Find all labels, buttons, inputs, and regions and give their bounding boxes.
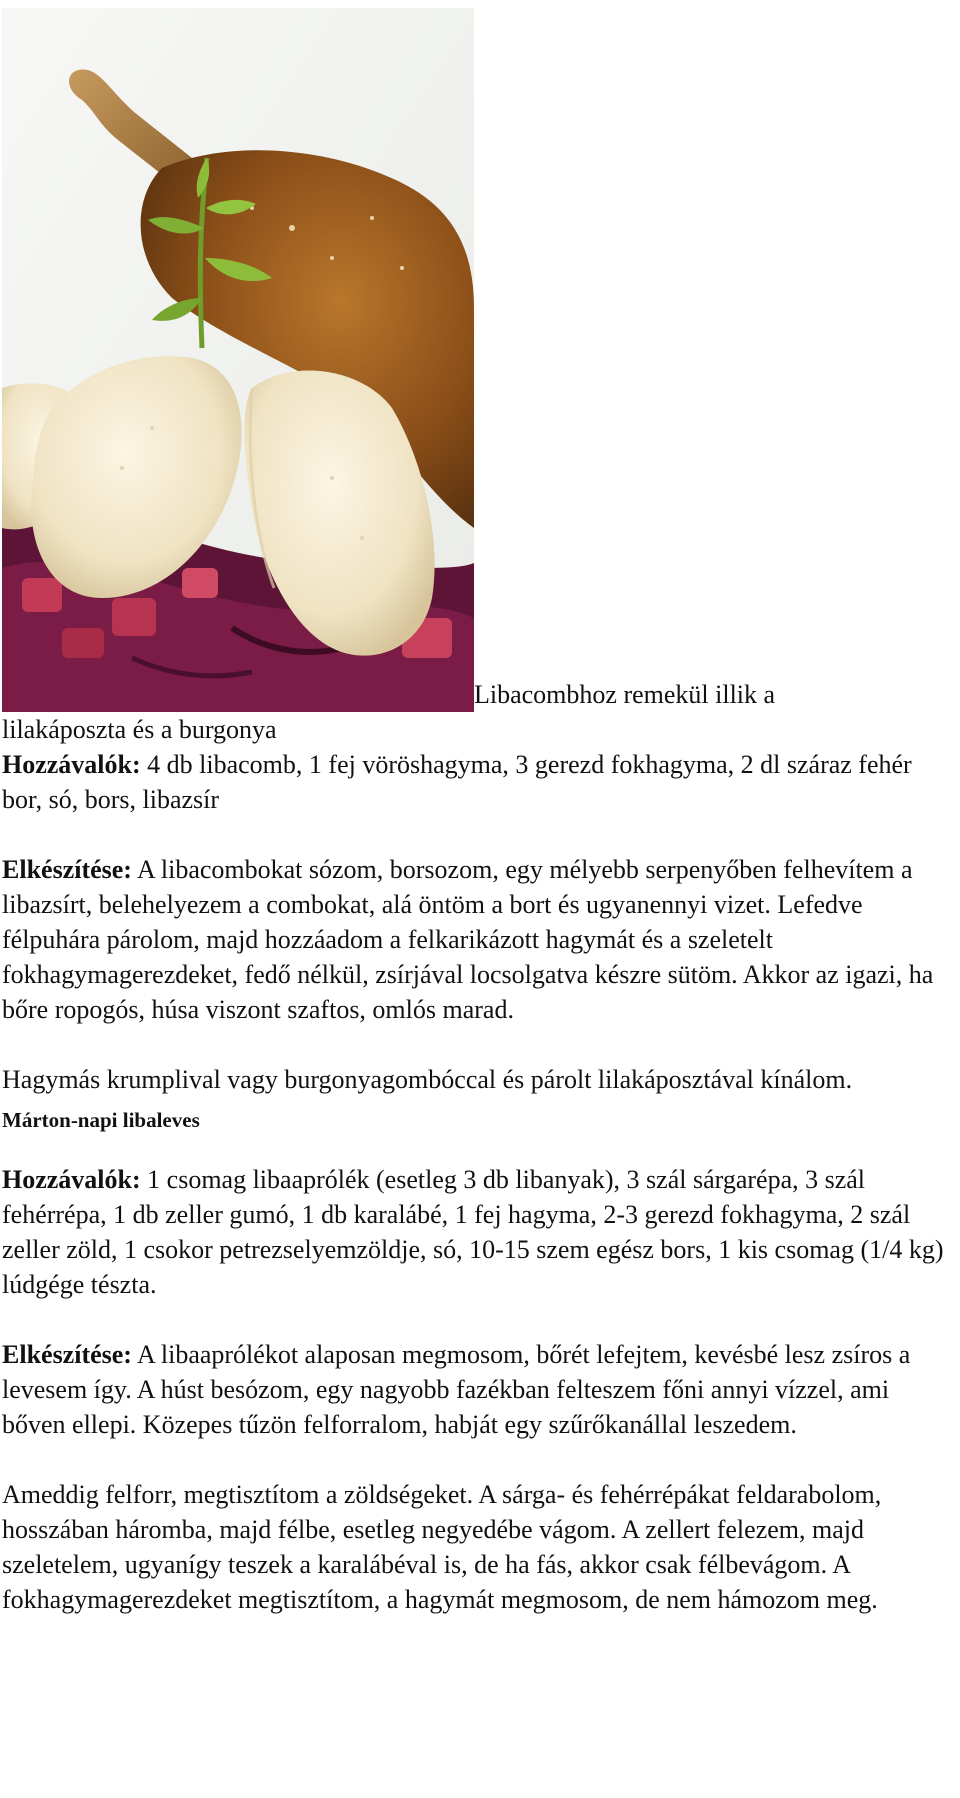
photo-caption-part1: Libacombhoz remekül illik a — [474, 680, 776, 709]
recipe2-ingredients-label: Hozzávalók: — [2, 1165, 141, 1194]
spacer — [2, 817, 952, 852]
recipe2-method-text: A libaaprólékot alaposan megmosom, bőrét lefejtem, kevésbé lesz zsíros a levesem így. A húst besózom, egy nagyobb fazékban felteszem főni annyi vízzel, ami bőven ellepi. Közepes tűzön felforralom, habját egy szűrőkanállal leszedem. — [2, 1340, 911, 1439]
recipe2-ingredients — [2, 1162, 952, 1302]
spacer — [2, 1144, 952, 1162]
recipe1-ingredients — [2, 747, 952, 817]
goose-leg-dumplings-photo — [2, 8, 474, 712]
recipe2-method-label: Elkészítése: — [2, 1340, 132, 1369]
recipe1-ingredients-label: Hozzávalók: — [2, 750, 141, 779]
recipe2-title: Márton-napi libaleves — [2, 1108, 200, 1132]
photo-caption-part2: lilakáposzta és a burgonya — [2, 715, 277, 744]
recipe2-ingredients-text: 1 csomag libaaprólék (esetleg 3 db libanyak), 3 szál sárgarépa, 3 szál fehérrépa, 1 db zeller gumó, 1 db karalábé, 1 fej hagyma, 2-3 gerezd fokhagyma, 2 szál zeller zöld, 1 csokor petrezselyemzöldje, só, 10-15 szem egész bors, 1 kis csomag (1/4 kg) lúdgége tészta. — [2, 1165, 944, 1299]
recipe2-method-continued: Ameddig felforr, megtisztítom a zöldségeket. A sárga- és fehérrépákat feldarabolom, hosszában háromba, majd félbe, esetleg negyedébe vágom. A zellert felezem, majd szeletelem, ugyanígy teszek a karalábéval is, de ha fás, akkor csak félbevágom. A fokhagymagerezdeket megtisztítom, a hagymát megmosom, de nem hámozom meg. — [2, 1480, 882, 1614]
spacer — [2, 1302, 952, 1337]
photo-caption-line — [2, 8, 952, 712]
recipe1-serving: Hagymás krumplival vagy burgonyagombóccal és párolt lilakáposztával kínálom. — [2, 1065, 853, 1094]
recipe1-ingredients-text: 4 db libacomb, 1 fej vöröshagyma, 3 gerezd fokhagyma, 2 dl száraz fehér bor, só, bors, libazsír — [2, 750, 912, 814]
spacer — [2, 1027, 952, 1062]
recipe2-method — [2, 1337, 952, 1442]
recipe1-method — [2, 852, 952, 1027]
document-body — [2, 8, 952, 1617]
spacer — [2, 1442, 952, 1477]
recipe1-method-label: Elkészítése: — [2, 855, 132, 884]
recipe1-method-text: A libacombokat sózom, borsozom, egy mélyebb serpenyőben felhevítem a libazsírt, belehelyezem a combokat, alá öntöm a bort és ugyanennyi vizet. Lefedve félpuhára párolom, majd hozzáadom a felkarikázott hagymát és a szeletelt fokhagymagerezdeket, fedő nélkül, zsírjával locsolgatva készre sütöm. Akkor az igazi, ha bőre ropogós, húsa viszont szaftos, omlós marad. — [2, 855, 934, 1024]
